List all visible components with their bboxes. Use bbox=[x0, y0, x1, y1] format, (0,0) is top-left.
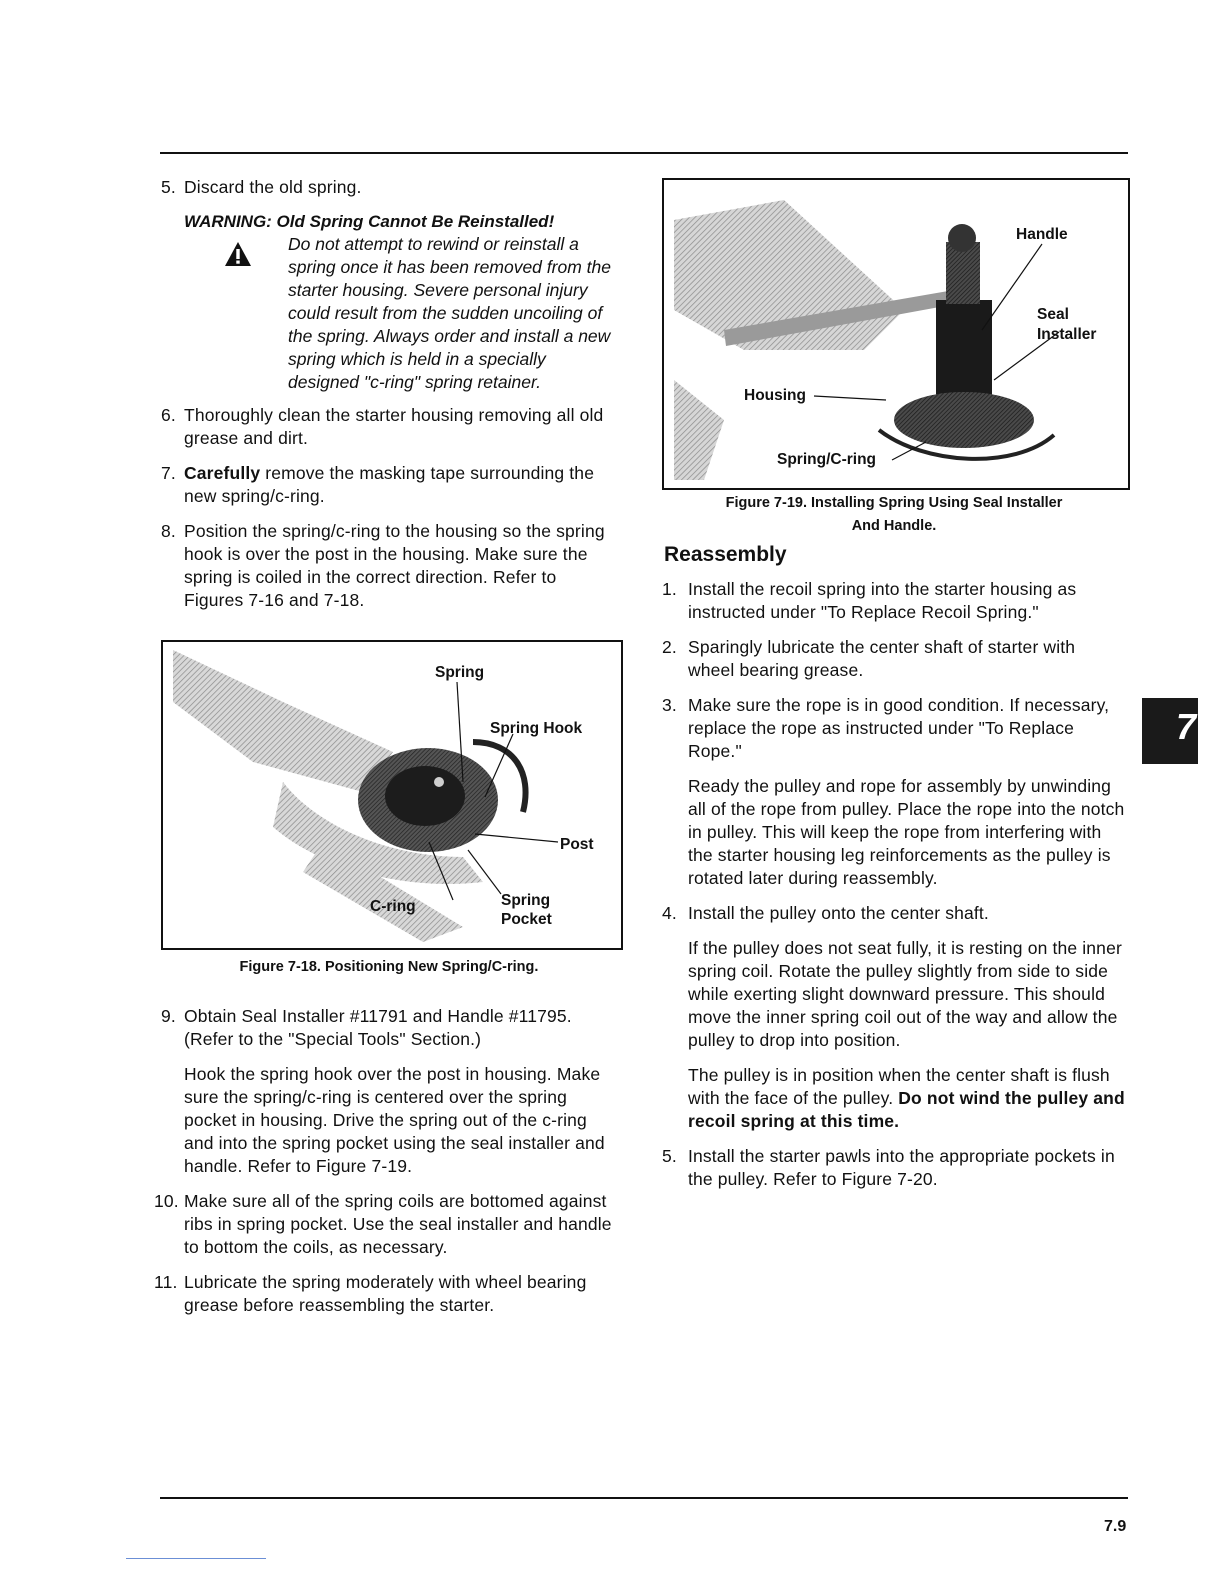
step-number: 8. bbox=[161, 521, 176, 541]
warning-block bbox=[184, 211, 620, 394]
figure-7-19-caption bbox=[662, 492, 1126, 538]
warning-title: WARNING: Old Spring Cannot Be Reinstalled! bbox=[184, 212, 555, 231]
section-heading-reassembly: Reassembly bbox=[664, 543, 787, 566]
step-7 bbox=[158, 462, 620, 508]
label-handle: Handle bbox=[1016, 226, 1068, 243]
step-emphasis: Carefully bbox=[184, 463, 261, 483]
label-c-ring: C-ring bbox=[370, 898, 416, 915]
figure-7-19-image bbox=[662, 178, 1130, 490]
right-column bbox=[662, 178, 1126, 1203]
step-number: 9. bbox=[161, 1006, 176, 1026]
label-post: Post bbox=[560, 836, 594, 853]
caption-line-1: Figure 7-19. Installing Spring Using Seal Installer bbox=[725, 495, 1063, 511]
step-text: Position the spring/c-ring to the housing so the spring hook is over the post in the housing. Make sure the spring is coiled in the correct direction. Refer to Figures 7-16 and 7-18. bbox=[184, 521, 605, 610]
step-text: Make sure the rope is in good condition. If necessary, replace the rope as instructed under "To Replace Rope." bbox=[688, 695, 1110, 761]
step-number: 7. bbox=[161, 463, 176, 483]
reassembly-step-4-note bbox=[662, 1064, 1126, 1133]
reassembly-step-3 bbox=[662, 694, 1126, 763]
step-6 bbox=[158, 404, 620, 450]
step-text: Thoroughly clean the starter housing removing all old grease and dirt. bbox=[184, 405, 604, 448]
step-number: 10. bbox=[154, 1191, 179, 1211]
reassembly-step-4 bbox=[662, 902, 1126, 925]
note-emphasis: Do not wind the pulley and recoil spring at this time. bbox=[688, 1088, 1125, 1131]
step-number: 3. bbox=[662, 695, 677, 715]
note-text: The pulley is in position when the center shaft is flush with the face of the pulley. bbox=[688, 1065, 1110, 1108]
step-9 bbox=[158, 1005, 620, 1051]
caption-line-2: And Handle. bbox=[851, 518, 937, 534]
label-spring-c-ring: Spring/C-ring bbox=[777, 451, 877, 468]
step-10 bbox=[154, 1190, 620, 1259]
label-spring: Spring bbox=[435, 664, 485, 681]
warning-body-wrap bbox=[184, 233, 620, 394]
step-number: 5. bbox=[662, 1146, 677, 1166]
reassembly-step-4-detail: If the pulley does not seat fully, it is resting on the inner spring coil. Rotate the pulley slightly from side to side while exerting slight downward pressure. This should move the inner spring coil out of the way and allow the pulley to drop into position. bbox=[688, 938, 1122, 1050]
step-text: Install the recoil spring into the starter housing as instructed under "To Replace Recoil Spring." bbox=[688, 579, 1077, 622]
left-column bbox=[154, 176, 620, 1329]
label-housing: Housing bbox=[744, 387, 806, 404]
step-number: 1. bbox=[662, 579, 677, 599]
step-9-detail: Hook the spring hook over the post in housing. Make sure the spring/c-ring is centered over the spring pocket in housing. Drive the spring out of the c-ring and into the spring pocket using the seal installer and handle. Refer to Figure 7-19. bbox=[184, 1064, 605, 1176]
warning-icon bbox=[224, 241, 252, 267]
decorative-line bbox=[126, 1558, 266, 1559]
step-text: Install the starter pawls into the appropriate pockets in the pulley. Refer to Figure 7-20. bbox=[688, 1146, 1115, 1189]
step-text: Obtain Seal Installer #11791 and Handle #11795. (Refer to the "Special Tools" Section.) bbox=[184, 1006, 572, 1049]
warning-body: Do not attempt to rewind or reinstall a spring once it has been removed from the starter housing. Severe personal injury could result from the sudden uncoiling of the spring. Always order and install a new spring which is held in a specially designed "c-ring" spring retainer. bbox=[288, 234, 611, 392]
step-number: 4. bbox=[662, 903, 677, 923]
step-text: Install the pulley onto the center shaft. bbox=[688, 903, 989, 923]
chapter-tab bbox=[1142, 698, 1198, 764]
figure-7-18-image bbox=[161, 640, 623, 950]
reassembly-step-3-detail: Ready the pulley and rope for assembly by unwinding all of the rope from pulley. Place the rope into the notch in pulley. This will keep the rope from interfering with the starter housing leg reinforcements as the pulley is rotated later during reassembly. bbox=[688, 776, 1125, 888]
top-rule bbox=[160, 152, 1128, 154]
step-number: 11. bbox=[154, 1272, 178, 1292]
chapter-tab-number: 7 bbox=[1175, 706, 1196, 747]
step-text: Lubricate the spring moderately with wheel bearing grease before reassembling the starter. bbox=[184, 1272, 587, 1315]
bottom-rule bbox=[160, 1497, 1128, 1499]
step-5 bbox=[158, 176, 620, 199]
label-spring-pocket-line2: Pocket bbox=[501, 911, 552, 928]
label-seal-installer-line1: Seal bbox=[1037, 306, 1069, 323]
reassembly-step-2 bbox=[662, 636, 1126, 682]
step-number: 6. bbox=[161, 405, 176, 425]
step-text: Make sure all of the spring coils are bottomed against ribs in spring pocket. Use the seal installer and handle to bottom the coils, as necessary. bbox=[184, 1191, 612, 1257]
label-seal-installer-line2: Installer bbox=[1037, 326, 1097, 343]
reassembly-step-1 bbox=[662, 578, 1126, 624]
label-spring-pocket-line1: Spring bbox=[501, 892, 551, 909]
step-number: 5. bbox=[161, 177, 176, 197]
step-8 bbox=[158, 520, 620, 612]
step-text: Discard the old spring. bbox=[184, 177, 362, 197]
figure-7-18-caption: Figure 7-18. Positioning New Spring/C-ring. bbox=[239, 959, 539, 975]
label-spring-hook: Spring Hook bbox=[490, 720, 583, 737]
page-number: 7.9 bbox=[1104, 1518, 1127, 1535]
reassembly-step-5 bbox=[662, 1145, 1126, 1191]
step-text: remove the masking tape surrounding the new spring/c-ring. bbox=[184, 463, 595, 506]
step-11 bbox=[154, 1271, 620, 1317]
step-text: Sparingly lubricate the center shaft of starter with wheel bearing grease. bbox=[688, 637, 1076, 680]
step-number: 2. bbox=[662, 637, 677, 657]
